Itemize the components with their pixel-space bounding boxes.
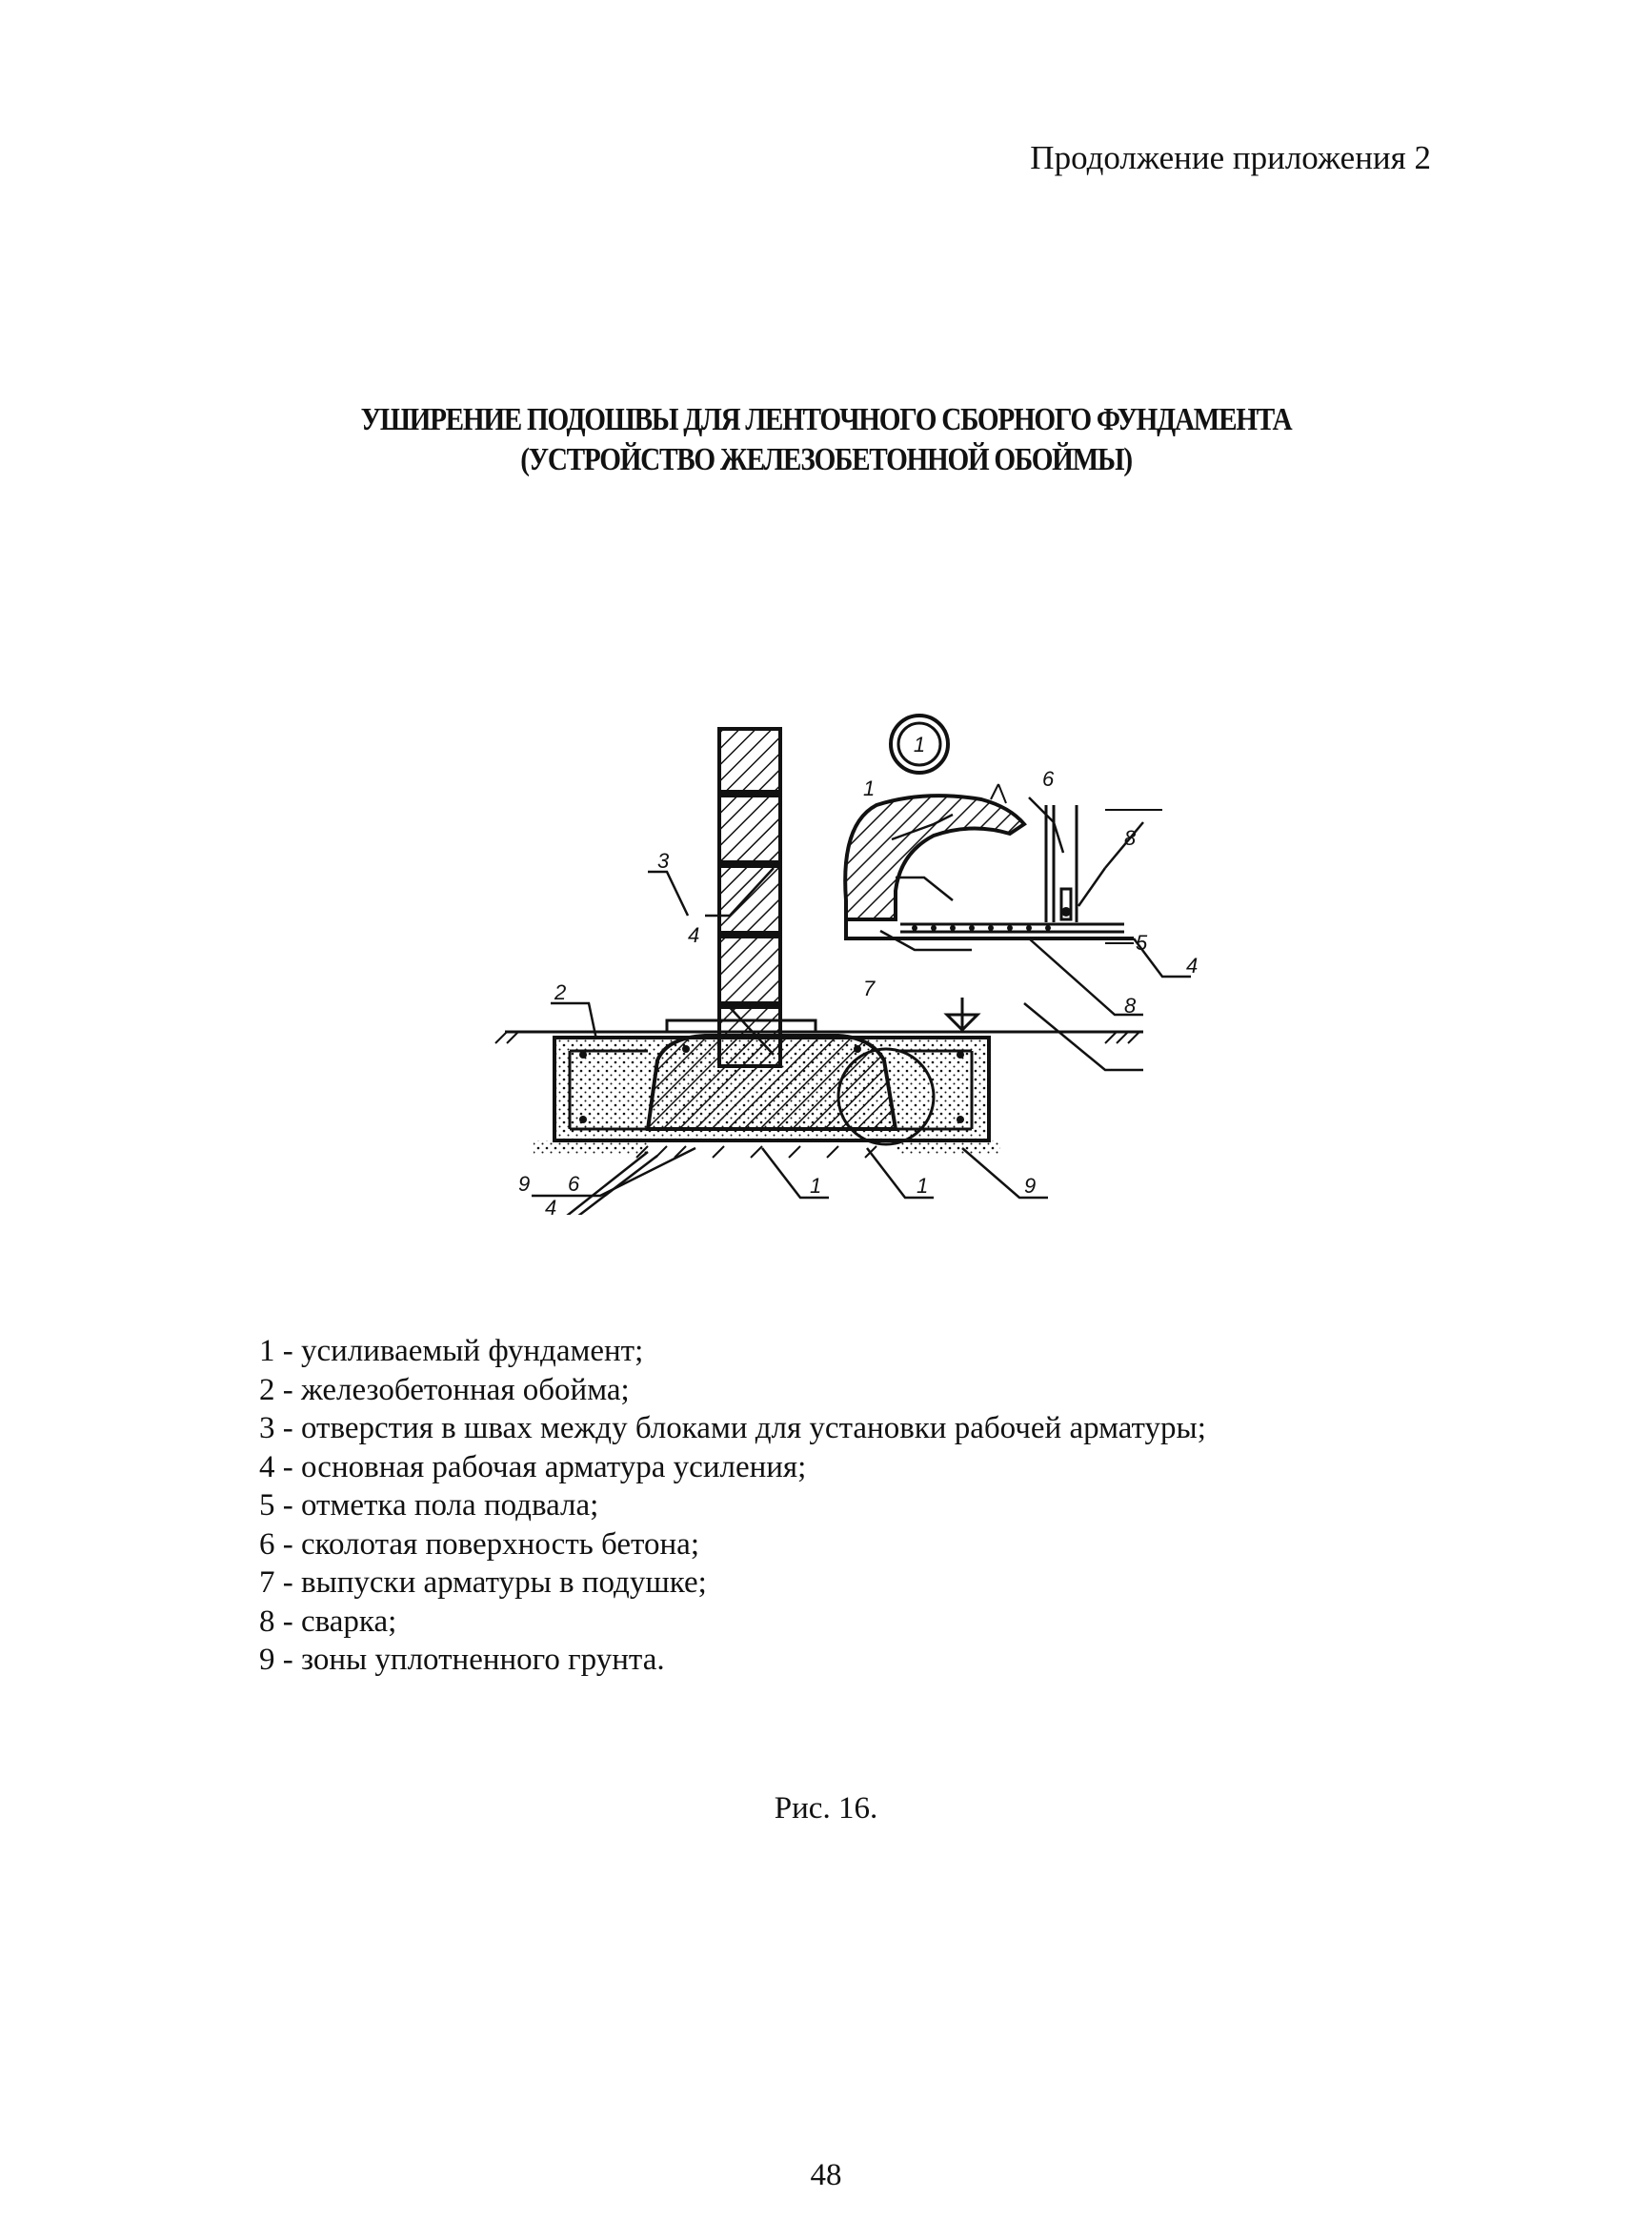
callout-6: 6 (568, 1172, 580, 1196)
title-line-2: (УСТРОЙСТВО ЖЕЛЕЗОБЕТОННОЙ ОБОЙМЫ) (520, 442, 1132, 477)
legend-item: 2 - железобетонная обойма; (259, 1372, 630, 1407)
title-line-1: УШИРЕНИЕ ПОДОШВЫ ДЛЯ ЛЕНТОЧНОГО СБОРНОГО ФУНДАМЕНТА (360, 402, 1292, 437)
foundation-figure (476, 700, 1219, 1215)
legend-item: 7 - выпуски арматуры в подушке; (259, 1565, 707, 1600)
page-number: 48 (810, 2158, 842, 2192)
legend-item: 4 - основная рабочая арматура усиления; (259, 1449, 807, 1484)
callout-7: 7 (863, 977, 876, 1000)
callout-4-detail: 4 (1186, 954, 1199, 978)
detail-view (845, 716, 1162, 943)
callout-8: 8 (1124, 994, 1137, 1018)
legend-item: 6 - сколотая поверхность бетона; (259, 1526, 699, 1562)
page-header: Продолжение приложения 2 (1030, 139, 1431, 176)
callout-1-detail: 1 (863, 777, 876, 800)
callout-8-detail: 8 (1124, 826, 1137, 850)
callout-1-center: 1 (810, 1174, 822, 1198)
legend-item: 8 - сварка; (259, 1604, 397, 1639)
figure-caption: Рис. 16. (774, 1791, 878, 1825)
callout-2: 2 (554, 980, 567, 1004)
callout-4-left: 4 (688, 923, 700, 947)
legend-item: 3 - отверстия в швах между блоками для установки рабочей арматуры; (259, 1411, 1206, 1445)
callout-1-right: 1 (917, 1174, 929, 1198)
callout-5: 5 (1136, 931, 1148, 955)
page-title (115, 400, 1536, 480)
callout-6-detail: 6 (1042, 767, 1055, 791)
callout-3: 3 (657, 849, 670, 873)
wall-blocks (719, 729, 780, 1066)
legend-item: 5 - отметка пола подвала; (259, 1488, 599, 1523)
legend-list (259, 1332, 1206, 1680)
detail-marker-label: 1 (913, 733, 926, 756)
callout-9-left: 9 (518, 1172, 531, 1196)
floor-level-mark (947, 998, 977, 1030)
legend-item: 9 - зоны уплотненного грунта. (259, 1643, 665, 1677)
callout-4-bottom: 4 (545, 1196, 557, 1215)
existing-foundation (648, 1036, 896, 1129)
callout-9-right: 9 (1024, 1174, 1037, 1198)
legend-item: 1 - усиливаемый фундамент; (259, 1334, 644, 1368)
